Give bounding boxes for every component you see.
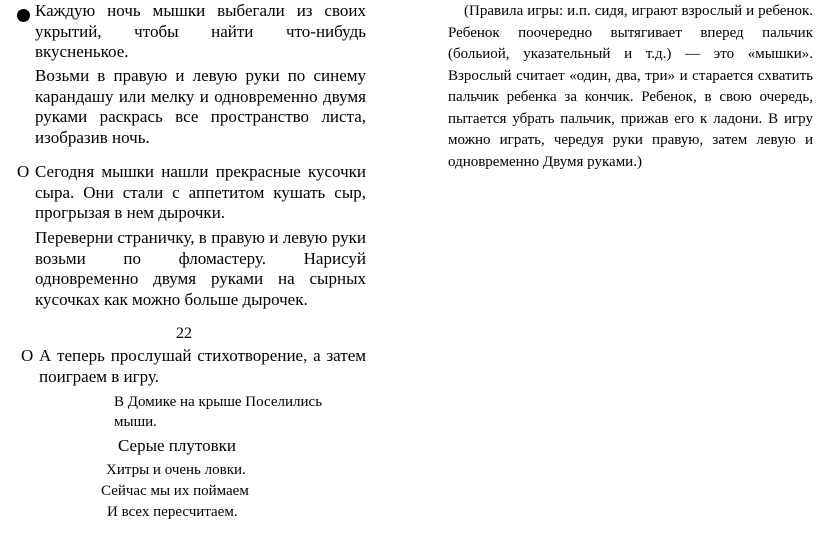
paragraph-game-rules: (Правила игры: и.п. сидя, играют взрослый и ребенок. Ребенок поочередно вытягивает вперед пальчик (больиой, указательный и т.д.) — это «мышки». Взрослый считает «один, два, три» и старается схватить пальчик ребенка за кончик. Ребенок, в свою очередь, пытается убрать пальчик, прижав его к ладони. В игру можно играть, чередуя руки правую, затем левую и одновременно Двумя руками.) xyxy=(448,3,813,170)
bullet-icon xyxy=(17,9,30,22)
paragraph-holes-task: Переверни страничку, в правую и левую руки возьми по фломастеру. Нарисуй одновременно двумя руками на сырных кусочках как можно больше дырочек. xyxy=(35,228,366,309)
poem-line-3: Серые плутовки xyxy=(118,436,236,455)
left-column xyxy=(0,0,380,534)
paragraph-cheese: Сегодня мышки нашли прекрасные кусочки сыра. Они стали с аппетитом кушать сыр, прогрызая в нем дырочки. xyxy=(35,162,366,223)
right-column xyxy=(440,0,816,534)
paragraph-coloring-task: Возьми в правую и левую руки по синему карандашу или мелку и одновременно двумя руками раскрась все пространство листа, изобразив ночь. xyxy=(35,66,366,147)
poem-line-4: Хитры и очень ловки. xyxy=(106,462,246,478)
circle-marker-poem: О xyxy=(21,346,34,365)
poem-line-6: И всех пересчитаем. xyxy=(107,504,238,520)
poem-line-2: мыши. xyxy=(114,414,157,430)
poem-line-1: В Домике на крыше Поселились xyxy=(114,394,323,410)
paragraph-poem-intro: А теперь прослушай стихотворение, а затем поиграем в игру. xyxy=(39,346,366,386)
circle-marker-cheese: О xyxy=(17,162,30,181)
page-number: 22 xyxy=(176,325,192,342)
poem-line-5: Сейчас мы их поймаем xyxy=(101,483,249,499)
paragraph-night: Каждую ночь мышки выбегали из своих укрытий, чтобы найти что-нибудь вкусненькое. xyxy=(35,1,366,62)
